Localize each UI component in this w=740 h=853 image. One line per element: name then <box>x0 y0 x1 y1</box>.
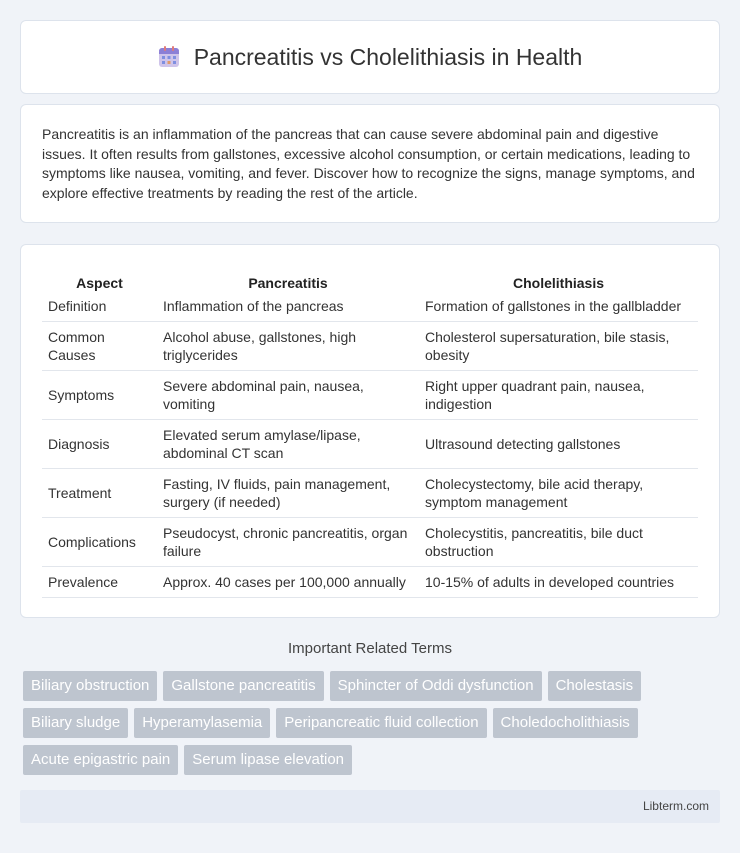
intro-text: Pancreatitis is an inflammation of the pancreas that can cause severe abdominal pain and digestive issues. It often results from gallstones, excessive alcohol consumption, or certain medications, leading to symptoms like nausea, vomiting, and fever. Discover how to recognize the signs, manage symptoms, and explore effective treatments by reading the rest of the article. <box>42 126 695 201</box>
table-cell: Right upper quadrant pain, nausea, indigestion <box>419 371 698 420</box>
table-row <box>42 567 698 598</box>
table-cell: Ultrasound detecting gallstones <box>419 420 698 469</box>
column-header-cholelithiasis: Cholelithiasis <box>512 275 605 291</box>
table-cell: Cholecystectomy, bile acid therapy, symptom management <box>419 469 698 518</box>
table-row <box>42 420 698 469</box>
related-term-tag[interactable]: Sphincter of Oddi dysfunction <box>330 671 542 701</box>
related-term-tag[interactable]: Cholestasis <box>548 671 642 701</box>
table-row <box>42 291 698 322</box>
column-header-pancreatitis: Pancreatitis <box>248 275 328 291</box>
table-cell: Treatment <box>42 469 157 518</box>
table-cell: Prevalence <box>42 567 157 598</box>
footer-site-link[interactable]: Libterm.com <box>642 799 709 813</box>
header-card <box>20 20 720 94</box>
related-term-tag[interactable]: Gallstone pancreatitis <box>163 671 323 701</box>
table-row <box>42 322 698 371</box>
table-cell: Cholesterol supersaturation, bile stasis, obesity <box>419 322 698 371</box>
related-term-tag[interactable]: Acute epigastric pain <box>23 745 178 775</box>
related-term-tag[interactable]: Biliary sludge <box>23 708 128 738</box>
table-cell: Common Causes <box>42 322 157 371</box>
table-header-row <box>42 267 698 291</box>
table-cell: Diagnosis <box>42 420 157 469</box>
related-term-tag[interactable]: Choledocholithiasis <box>493 708 638 738</box>
table-cell: Definition <box>42 291 157 322</box>
table-cell: 10-15% of adults in developed countries <box>419 567 698 598</box>
footer <box>20 790 720 823</box>
table-row <box>42 469 698 518</box>
table-row <box>42 371 698 420</box>
table-cell: Formation of gallstones in the gallbladder <box>419 291 698 322</box>
table-cell: Cholecystitis, pancreatitis, bile duct obstruction <box>419 518 698 567</box>
table-cell: Severe abdominal pain, nausea, vomiting <box>157 371 419 420</box>
intro-card <box>20 104 720 223</box>
related-term-tag[interactable]: Serum lipase elevation <box>184 745 352 775</box>
related-term-tag[interactable]: Hyperamylasemia <box>134 708 270 738</box>
table-cell: Complications <box>42 518 157 567</box>
comparison-table <box>42 267 698 598</box>
table-cell: Pseudocyst, chronic pancreatitis, organ failure <box>157 518 419 567</box>
table-cell: Fasting, IV fluids, pain management, surgery (if needed) <box>157 469 419 518</box>
related-term-tag[interactable]: Biliary obstruction <box>23 671 157 701</box>
table-cell: Symptoms <box>42 371 157 420</box>
table-cell: Inflammation of the pancreas <box>157 291 419 322</box>
related-term-tag[interactable]: Peripancreatic fluid collection <box>276 708 486 738</box>
column-header-aspect: Aspect <box>76 275 123 291</box>
calendar-icon <box>158 46 180 68</box>
table-cell: Approx. 40 cases per 100,000 annually <box>157 567 419 598</box>
table-cell: Elevated serum amylase/lipase, abdominal CT scan <box>157 420 419 469</box>
table-cell: Alcohol abuse, gallstones, high triglycerides <box>157 322 419 371</box>
table-row <box>42 518 698 567</box>
page-title: Pancreatitis vs Cholelithiasis in Health <box>193 43 583 70</box>
comparison-card <box>20 244 720 618</box>
related-terms-list <box>23 671 713 775</box>
related-terms-title: Important Related Terms <box>288 640 452 657</box>
